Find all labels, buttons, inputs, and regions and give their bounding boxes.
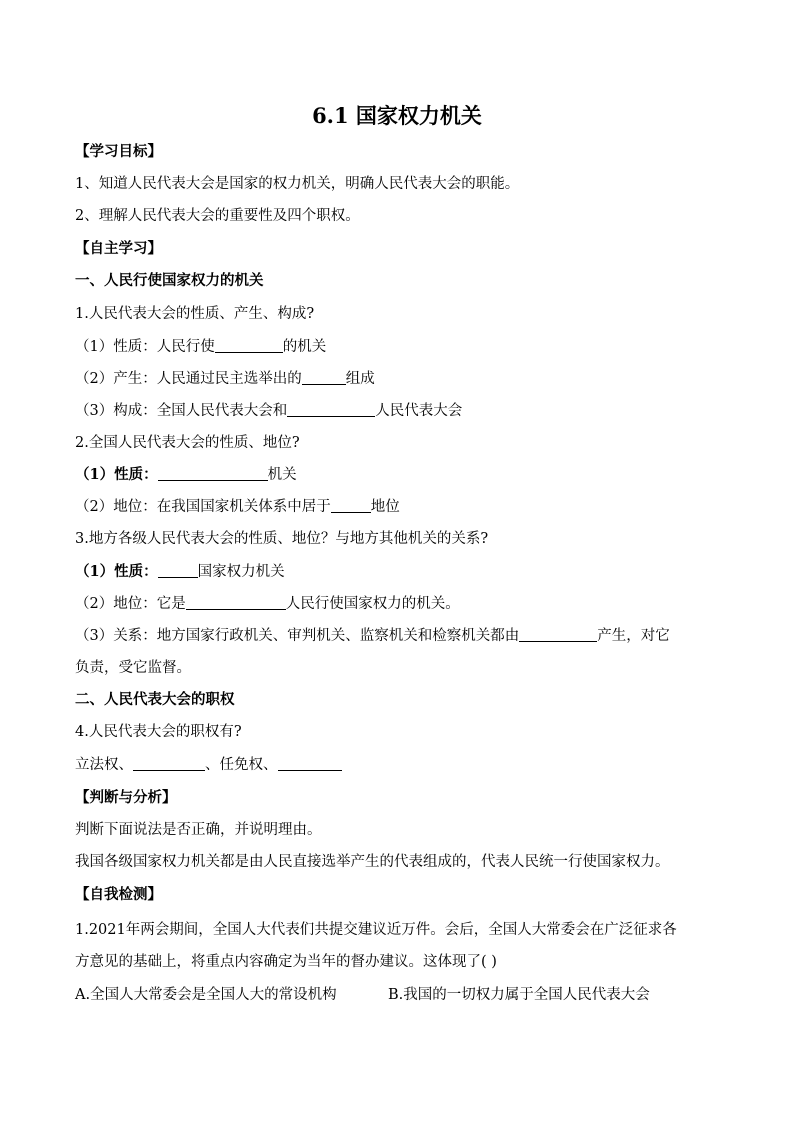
- self-study-heading: 【自主学习】: [75, 240, 162, 257]
- goal-item-2: 2、理解人民代表大会的重要性及四个职权。: [75, 208, 360, 224]
- self-check-heading: 【自我检测】: [75, 886, 162, 903]
- q3-answer-1: （1）性质： 国家权力机关: [75, 563, 285, 580]
- page-title: 6.1 国家权力机关: [312, 103, 482, 128]
- fill-blank[interactable]: [331, 498, 371, 513]
- question-4: 4.人民代表大会的职权有?: [75, 724, 242, 740]
- q2-answer-2: （2）地位：在我国国家机关体系中居于 地位: [75, 499, 400, 515]
- judge-heading: 【判断与分析】: [75, 789, 177, 806]
- fill-blank[interactable]: [215, 338, 283, 353]
- q2-answer-1: （1）性质： 机关: [75, 466, 297, 483]
- check-q1-line-2: 方意见的基础上，将重点内容确定为当年的督办建议。这体现了( ): [75, 954, 497, 970]
- fill-blank[interactable]: [158, 466, 268, 481]
- option-a: A.全国人大常委会是全国人大的常设机构: [75, 987, 337, 1003]
- judge-statement: 我国各级国家权力机关都是由人民直接选举产生的代表组成的，代表人民统一行使国家权力。: [75, 854, 670, 870]
- check-q1-line-1: 1.2021年两会期间，全国人大代表们共提交建议近万件。会后，全国人大常委会在广泛征求各: [75, 922, 677, 938]
- q4-answer: 立法权、 、任免权、: [75, 755, 342, 775]
- question-1: 1.人民代表大会的性质、产生、构成?: [75, 306, 315, 322]
- fill-blank[interactable]: [158, 563, 198, 578]
- option-b: B.我国的一切权力属于全国人民代表大会: [388, 987, 650, 1003]
- q3-answer-3-cont: 负责，受它监督。: [75, 660, 191, 676]
- fill-blank[interactable]: [519, 627, 597, 642]
- question-3: 3.地方各级人民代表大会的性质、地位？与地方其他机关的关系?: [75, 531, 489, 547]
- fill-blank[interactable]: [287, 402, 375, 417]
- fill-blank[interactable]: [302, 370, 346, 385]
- section-1-heading: 一、人民行使国家权力的机关: [75, 272, 264, 289]
- q1-answer-1: （1）性质：人民行使 的机关: [75, 339, 327, 355]
- fill-blank[interactable]: [186, 595, 286, 610]
- fill-blank[interactable]: [133, 756, 205, 771]
- fill-blank[interactable]: [278, 756, 342, 771]
- goals-heading: 【学习目标】: [75, 143, 162, 160]
- section-2-heading: 二、人民代表大会的职权: [75, 691, 235, 708]
- question-2: 2.全国人民代表大会的性质、地位?: [75, 435, 300, 451]
- q3-answer-3: （3）关系：地方国家行政机关、审判机关、监察机关和检察机关都由 产生，对它: [75, 628, 670, 644]
- q3-answer-2: （2）地位：它是 人民行使国家权力的机关。: [75, 596, 460, 612]
- goal-item-1: 1、知道人民代表大会是国家的权力机关，明确人民代表大会的职能。: [75, 176, 520, 192]
- q1-answer-2: （2）产生：人民通过民主选举出的 组成: [75, 371, 375, 387]
- q1-answer-3: （3）构成：全国人民代表大会和 人民代表大会: [75, 403, 463, 419]
- judge-instruction: 判断下面说法是否正确，并说明理由。: [75, 822, 322, 838]
